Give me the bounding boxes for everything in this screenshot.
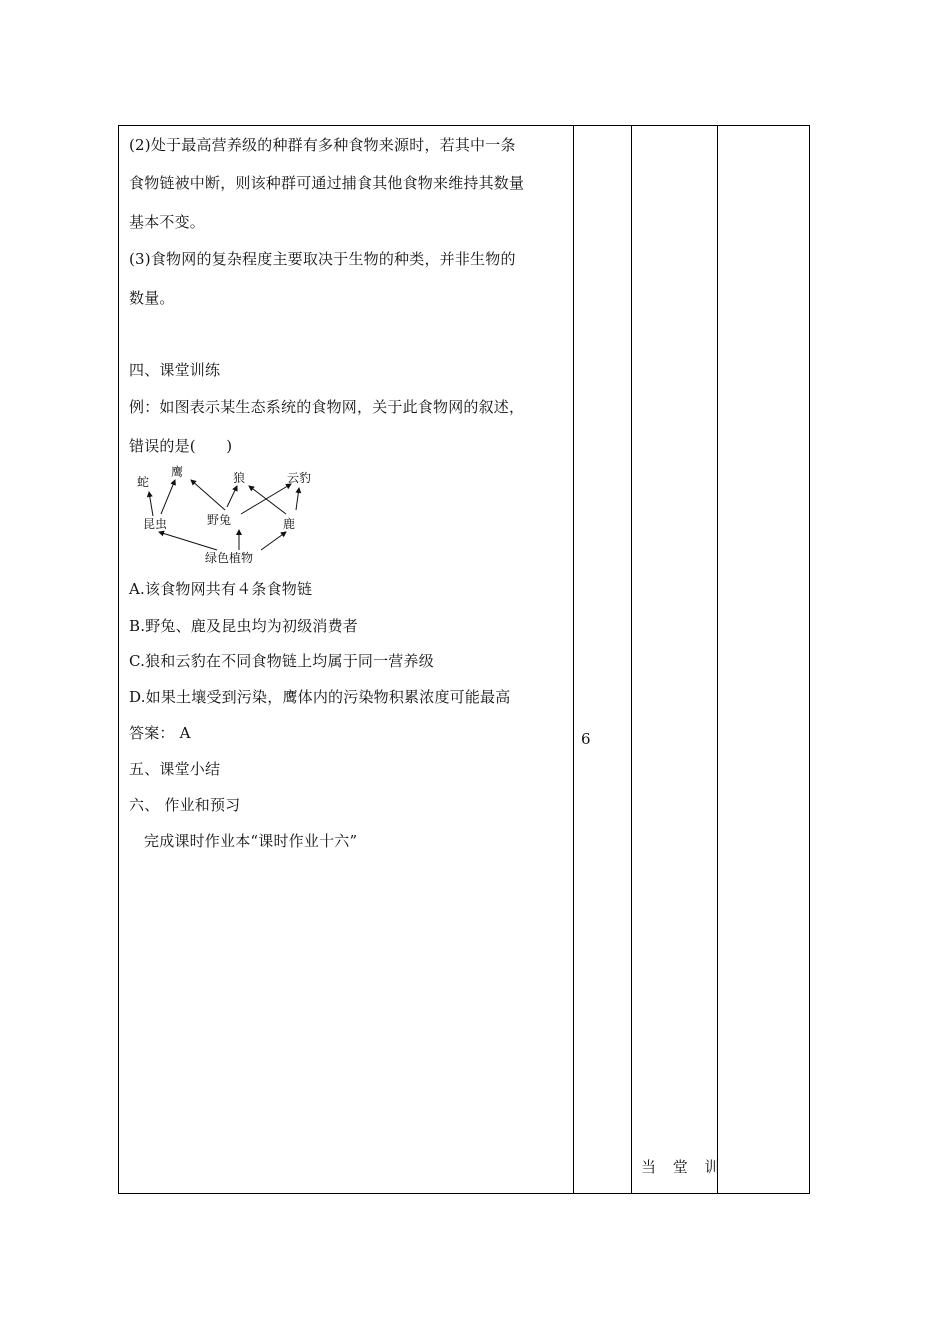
option-c: C.狼和云豹在不同食物链上均属于同一营养级 [129, 652, 434, 670]
column-divider [573, 126, 574, 1193]
node-wolf: 狼 [233, 471, 246, 485]
node-rabbit: 野兔 [207, 513, 232, 527]
section-heading: 六、 作业和预习 [129, 796, 241, 814]
content-cell [119, 126, 573, 1193]
next-section-label: 当 堂 训 [641, 1158, 726, 1176]
time-minutes: 6 [581, 730, 591, 748]
option-b: B.野兔、鹿及昆虫均为初级消费者 [129, 617, 358, 635]
option-d: D.如果土壤受到污染，鹰体内的污染物积累浓度可能最高 [129, 688, 511, 706]
homework-text: 完成课时作业本“课时作业十六” [144, 832, 358, 850]
node-deer: 鹿 [283, 517, 296, 531]
text-line: 食物链被中断，则该种群可通过捕食其他食物来维持其数量 [129, 174, 525, 192]
column-divider [717, 126, 718, 1193]
node-eagle: 鹰 [171, 465, 184, 479]
food-web-diagram [131, 462, 331, 564]
column-divider [631, 126, 632, 1193]
node-plant: 绿色植物 [205, 551, 254, 564]
text-line: (2)处于最高营养级的种群有多种食物来源时，若其中一条 [129, 136, 516, 154]
node-insect: 昆虫 [143, 517, 168, 531]
text-line: 数量。 [129, 289, 175, 307]
node-snake: 蛇 [137, 475, 150, 489]
question-stem: 例：如图表示某生态系统的食物网，关于此食物网的叙述， [129, 398, 525, 416]
section-heading: 五、课堂小结 [129, 760, 221, 778]
question-stem: 错误的是( ) [129, 437, 233, 455]
option-a: A.该食物网共有４条食物链 [129, 580, 313, 598]
answer: 答案： A [129, 724, 191, 742]
text-line: 基本不变。 [129, 213, 206, 231]
lesson-table [118, 125, 810, 1194]
text-line: (3)食物网的复杂程度主要取决于生物的种类，并非生物的 [129, 250, 516, 268]
section-heading: 四、课堂训练 [129, 361, 221, 379]
node-leopard: 云豹 [287, 471, 312, 485]
